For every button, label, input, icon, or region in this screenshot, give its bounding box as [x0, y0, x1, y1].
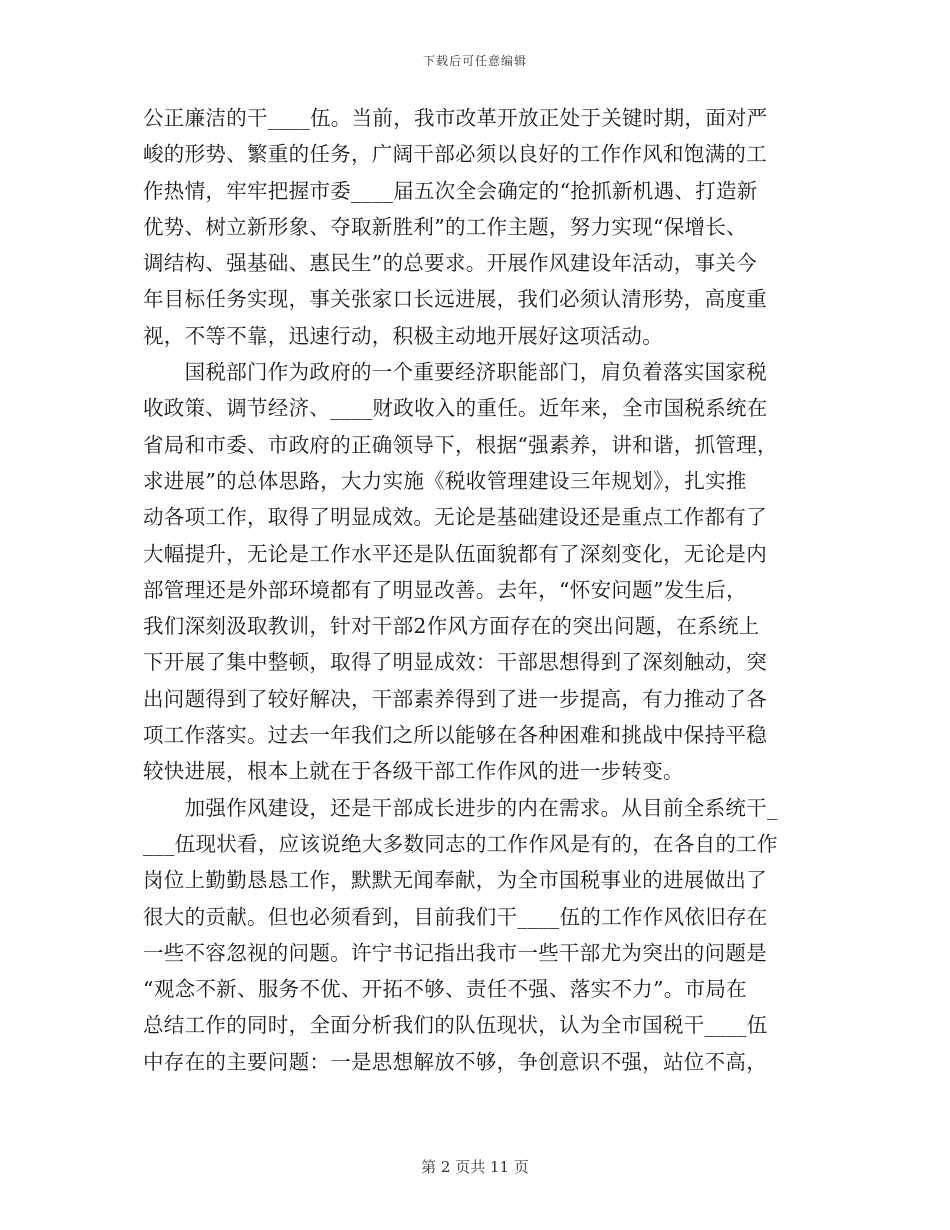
page-number-footer: 第 2 页共 11 页: [421, 1158, 529, 1176]
text-line: ___伍现状看，应该说绝大多数同志的工作作风是有的，在各自的工作: [143, 831, 778, 856]
text-line: 年目标任务实现，事关张家口长远进展，我们必须认清形势，高度重: [143, 287, 767, 312]
text-line: 我们深刻汲取教训，针对干部2作风方面存在的突出问题，在系统上: [143, 614, 760, 639]
text-line: 一些不容忽视的问题。许宁书记指出我市一些干部尤为突出的问题是: [143, 940, 767, 965]
text-line: 峻的形势、繁重的任务，广阔干部必须以良好的工作作风和饱满的工: [143, 142, 767, 167]
text-line: 动各项工作，取得了明显成效。无论是基础建设还是重点工作都有了: [143, 505, 767, 530]
text-line: 作热情，牢牢把握市委____届五次全会确定的“抢抓新机遇、打造新: [143, 178, 758, 203]
text-line: 很大的贡献。但也必须看到，目前我们干____伍的工作作风依旧存在: [143, 904, 768, 929]
text-line: 国税部门作为政府的一个重要经济职能部门，肩负着落实国家税: [143, 360, 767, 385]
text-line: 收政策、调节经济、____财政收入的重任。近年来，全市国税系统在: [143, 396, 768, 421]
text-line: 项工作落实。过去一年我们之所以能够在各种困难和挑战中保持平稳: [143, 723, 767, 748]
text-line: 较快进展，根本上就在于各级干部工作作风的进一步转变。: [143, 759, 684, 784]
text-line: 视，不等不靠，迅速行动，积极主动地开展好这项活动。: [143, 323, 663, 348]
text-line: 公正廉洁的干____伍。当前，我市改革开放正处于关键时期，面对严: [143, 106, 768, 130]
text-line: 出问题得到了较好解决，干部素养得到了进一步提高，有力推动了各: [143, 686, 767, 711]
text-line: 下开展了集中整顿，取得了明显成效：干部思想得到了深刻触动，突: [143, 650, 767, 675]
text-line: 总结工作的同时，全面分析我们的队伍现状，认为全市国税干____伍: [143, 1013, 768, 1038]
page-header: 下载后可任意编辑: [422, 54, 527, 68]
text-line: 加强作风建设，还是干部成长进步的内在需求。从目前全系统干_: [143, 795, 778, 820]
document-body: [143, 100, 803, 1080]
text-line: 大幅提升，无论是工作水平还是队伍面貌都有了深刻变化，无论是内: [143, 541, 767, 566]
text-line: 调结构、强基础、惠民生”的总要求。开展作风建设年活动，事关今: [143, 251, 757, 276]
text-line: 省局和市委、市政府的正确领导下，根据“强素养，讲和谐，抓管理，: [143, 432, 778, 457]
text-line: 岗位上勤勤恳恳工作，默默无闻奉献，为全市国税事业的进展做出了: [143, 868, 767, 893]
text-line: 求进展”的总体思路，大力实施《税收管理建设三年规划》，扎实推: [143, 468, 747, 493]
text-line: 中存在的主要问题：一是思想解放不够，争创意识不强，站位不高，: [143, 1049, 767, 1074]
text-line: “观念不新、服务不优、开拓不够、责任不强、落实不力”。市局在: [143, 977, 747, 1002]
text-line: 部管理还是外部环境都有了明显改善。去年，“怀安问题”发生后，: [143, 577, 747, 602]
text-line: 优势、树立新形象、夺取新胜利”的工作主题，努力实现“保增长、: [143, 214, 747, 239]
